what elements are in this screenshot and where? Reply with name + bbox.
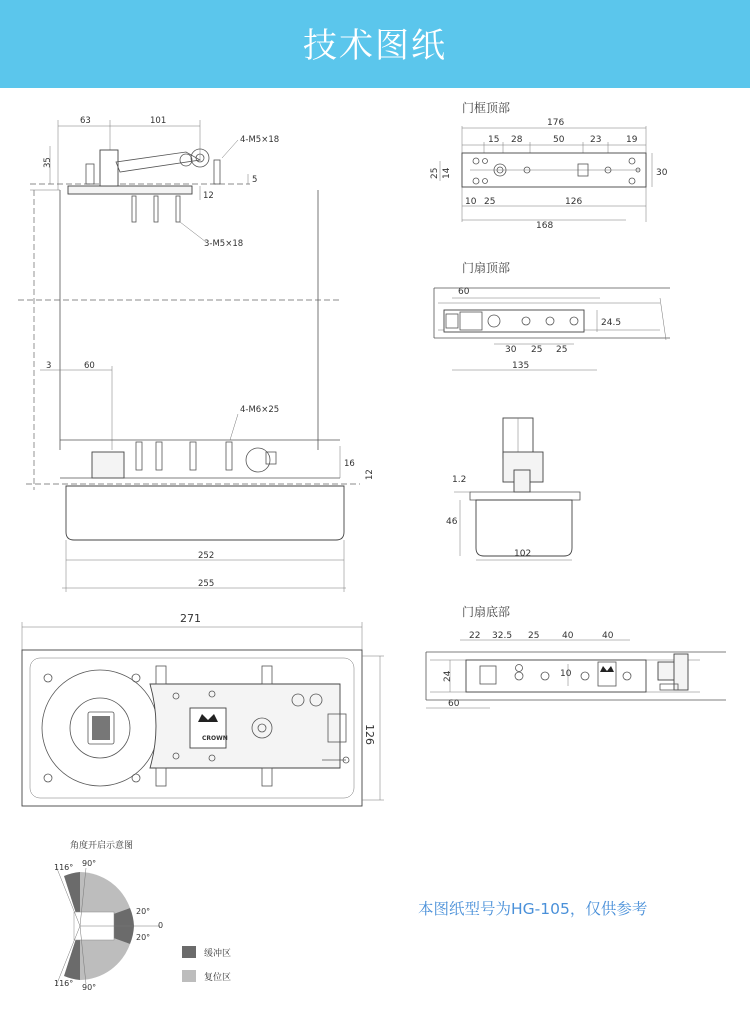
dim-22: 22 (469, 631, 481, 641)
label-3-m5x18: 3-M5×18 (204, 239, 244, 249)
dim-1-2: 1.2 (452, 475, 467, 485)
angle-0: 0 (158, 921, 164, 930)
dim-10-b: 10 (560, 669, 572, 679)
dim-35: 35 (43, 157, 53, 168)
dim-12: 12 (203, 191, 214, 201)
section-view (446, 418, 580, 560)
legend-label-buffer: 缓冲区 (204, 949, 232, 959)
dim-14-v: 14 (442, 167, 452, 179)
dim-3: 3 (46, 361, 52, 371)
angle-90-bot: 90° (82, 983, 97, 992)
dim-60-e: 60 (84, 361, 95, 371)
dim-25-b: 25 (484, 197, 496, 207)
dim-126-plan: 126 (363, 724, 376, 745)
dim-126: 126 (565, 197, 583, 207)
dim-60-b: 60 (448, 699, 460, 709)
dim-25-d: 25 (556, 345, 568, 355)
door-bottom-title: 门扇底部 (462, 605, 511, 619)
dim-168: 168 (536, 221, 554, 231)
dim-50: 50 (553, 135, 565, 145)
angle-diagram (54, 839, 231, 992)
dim-15: 15 (488, 135, 500, 145)
dim-25-e: 25 (528, 631, 540, 641)
legend-label-reset: 复位区 (204, 973, 232, 983)
dim-5: 5 (252, 175, 258, 185)
dim-24-5: 24.5 (601, 318, 622, 328)
dim-24: 24 (443, 670, 453, 682)
plan-logo: CROWN (202, 735, 228, 742)
dim-23: 23 (590, 135, 602, 145)
header-banner (0, 0, 750, 88)
angle-116-top: 116° (54, 863, 74, 872)
plan-view (22, 612, 384, 806)
elevation-view (18, 116, 375, 592)
dim-40-b: 40 (602, 631, 614, 641)
technical-drawing (0, 88, 750, 1028)
dim-40-a: 40 (562, 631, 574, 641)
dim-176: 176 (547, 118, 565, 128)
dim-12-b: 12 (365, 469, 375, 480)
model-note: 本图纸型号为HG-105，仅供参考 (418, 900, 648, 918)
frame-top-view (430, 100, 668, 231)
dim-28: 28 (511, 135, 523, 145)
frame-top-title: 门框顶部 (462, 101, 511, 115)
dim-19: 19 (626, 135, 638, 145)
angle-116-bot: 116° (54, 979, 74, 988)
legend-swatch-buffer (182, 946, 196, 958)
dim-16: 16 (344, 459, 355, 469)
dim-101: 101 (150, 116, 167, 126)
dim-25-c: 25 (531, 345, 543, 355)
dim-102: 102 (514, 549, 532, 559)
dim-135: 135 (512, 361, 530, 371)
dim-63: 63 (80, 116, 91, 126)
dim-10: 10 (465, 197, 477, 207)
dim-25-v: 25 (430, 167, 440, 179)
dim-46: 46 (446, 517, 458, 527)
label-4-m5x18: 4-M5×18 (240, 135, 280, 145)
door-bottom-view (426, 604, 726, 709)
door-top-title: 门扇顶部 (462, 261, 511, 275)
angle-title: 角度开启示意图 (70, 841, 134, 851)
angle-20-bot: 20° (136, 933, 151, 942)
dim-271: 271 (180, 612, 201, 625)
dim-252: 252 (198, 551, 215, 561)
legend-swatch-reset (182, 970, 196, 982)
door-top-view (434, 260, 670, 371)
angle-90-top: 90° (82, 859, 97, 868)
page-title: 技术图纸 (303, 26, 447, 66)
angle-20-top: 20° (136, 907, 151, 916)
dim-32-5: 32.5 (492, 631, 513, 641)
dim-30-b: 30 (505, 345, 517, 355)
dim-60: 60 (458, 287, 470, 297)
label-4-m6x25: 4-M6×25 (240, 405, 280, 415)
dim-30: 30 (656, 168, 668, 178)
dim-255: 255 (198, 579, 215, 589)
